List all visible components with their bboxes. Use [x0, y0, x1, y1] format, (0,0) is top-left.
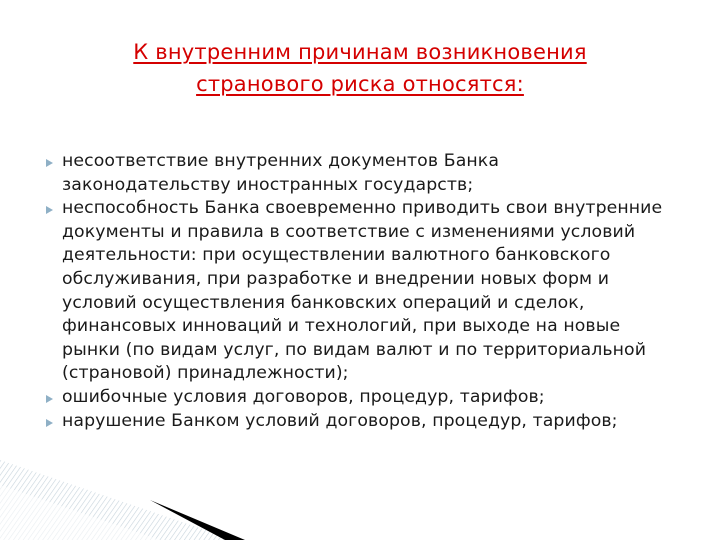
list-item: [44, 150, 664, 197]
slide-title: [40, 36, 680, 100]
bullet-arrow-icon: [46, 419, 53, 427]
bullet-text: ошибочные условия договоров, процедур, тарифов;: [62, 386, 545, 407]
bullet-list: [44, 150, 664, 433]
bullet-text: неспособность Банка своевременно приводить свои внутренние документы и правила в соответствие с изменениями условий деятельности: при осуществлении валютного банковского обслуживания, при разработке и внедрении новых форм и условий осуществления банковских операций и сделок, финансовых инноваций и технологий, при выходе на новые рынки (по видам услуг, по видам валют и по территориальной (страновой) принадлежности);: [62, 198, 663, 384]
decorative-stripes: [0, 440, 260, 540]
list-item: [44, 197, 664, 386]
bullet-arrow-icon: [46, 159, 53, 167]
bullet-text: несоответствие внутренних документов Банка законодательству иностранных государств;: [62, 151, 500, 195]
list-item: [44, 386, 664, 410]
slide-title-line-2: странового риска относятся:: [196, 72, 524, 96]
bullet-arrow-icon: [46, 206, 53, 214]
list-item: [44, 410, 664, 434]
bullet-text: нарушение Банком условий договоров, процедур, тарифов;: [62, 410, 618, 431]
slide-title-line-1: К внутренним причинам возникновения: [133, 40, 587, 64]
bullet-arrow-icon: [46, 395, 53, 403]
